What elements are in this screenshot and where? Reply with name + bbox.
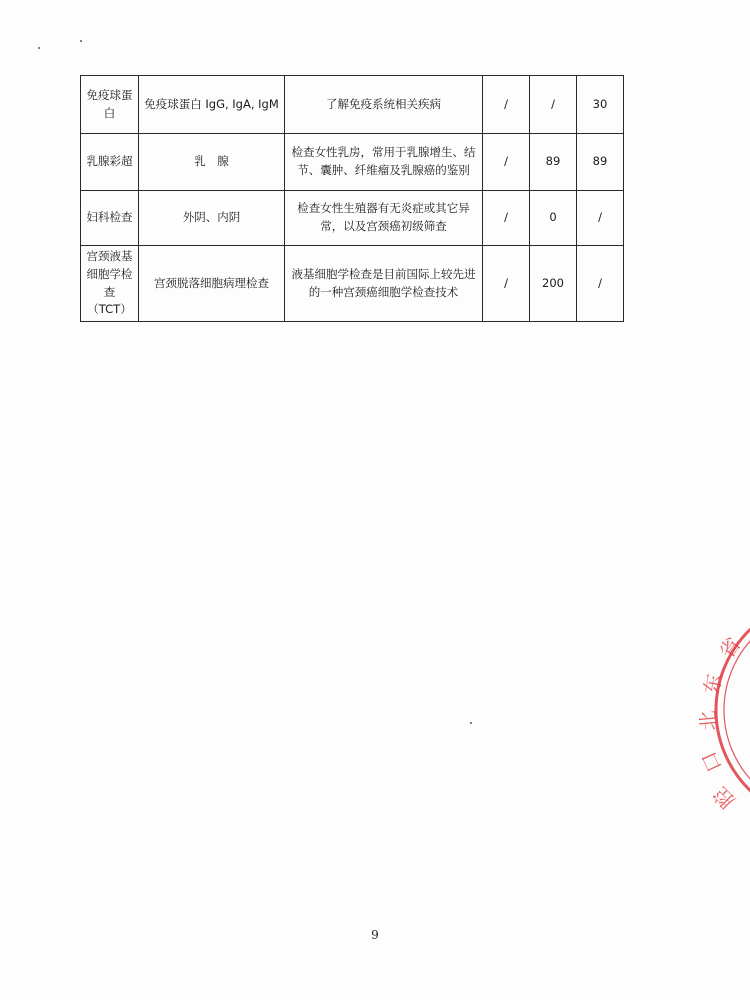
seal-graphic bbox=[695, 590, 750, 840]
value-cell-2: 200 bbox=[530, 246, 577, 322]
svg-text:北: 北 bbox=[695, 709, 721, 732]
value-cell-3: / bbox=[577, 246, 624, 322]
item-name-cell: 宫颈液基细胞学检查（TCT） bbox=[81, 246, 139, 322]
item-significance-cell: 了解免疫系统相关疾病 bbox=[285, 76, 483, 134]
value-cell-1: / bbox=[483, 76, 530, 134]
value-cell-3: 89 bbox=[577, 134, 624, 191]
value-cell-1: / bbox=[483, 134, 530, 191]
table-row bbox=[81, 246, 624, 322]
value-cell-1: / bbox=[483, 246, 530, 322]
value-cell-1: / bbox=[483, 191, 530, 246]
item-content-cell: 外阴、内阴 bbox=[139, 191, 285, 246]
table-row bbox=[81, 134, 624, 191]
svg-text:省: 省 bbox=[714, 632, 746, 663]
item-significance-cell: 检查女性生殖器有无炎症或其它异常，以及宫颈癌初级筛查 bbox=[285, 191, 483, 246]
svg-text:腔: 腔 bbox=[708, 782, 740, 814]
official-seal-stamp bbox=[695, 590, 750, 840]
table-row bbox=[81, 76, 624, 134]
value-cell-2: 0 bbox=[530, 191, 577, 246]
value-cell-3: 30 bbox=[577, 76, 624, 134]
scan-speck bbox=[470, 722, 472, 724]
item-significance-cell: 液基细胞学检查是目前国际上较先进的一种宫颈癌细胞学检查技术 bbox=[285, 246, 483, 322]
svg-text:口: 口 bbox=[696, 747, 727, 777]
item-content-cell: 宫颈脱落细胞病理检查 bbox=[139, 246, 285, 322]
value-cell-2: / bbox=[530, 76, 577, 134]
exam-items-table bbox=[80, 75, 624, 322]
value-cell-3: / bbox=[577, 191, 624, 246]
item-significance-cell: 检查女性乳房，常用于乳腺增生、结节、囊肿、纤维瘤及乳腺癌的鉴别 bbox=[285, 134, 483, 191]
scan-speck bbox=[80, 40, 82, 42]
item-name-cell: 乳腺彩超 bbox=[81, 134, 139, 191]
item-name-cell: 妇科检查 bbox=[81, 191, 139, 246]
value-cell-2: 89 bbox=[530, 134, 577, 191]
scan-speck bbox=[38, 47, 40, 49]
page-number: 9 bbox=[371, 928, 379, 942]
table-row bbox=[81, 191, 624, 246]
svg-text:东: 东 bbox=[699, 672, 727, 696]
item-content-cell: 免疫球蛋白 IgG, IgA, IgM bbox=[139, 76, 285, 134]
item-name-cell: 免疫球蛋白 bbox=[81, 76, 139, 134]
item-content-cell: 乳 腺 bbox=[139, 134, 285, 191]
